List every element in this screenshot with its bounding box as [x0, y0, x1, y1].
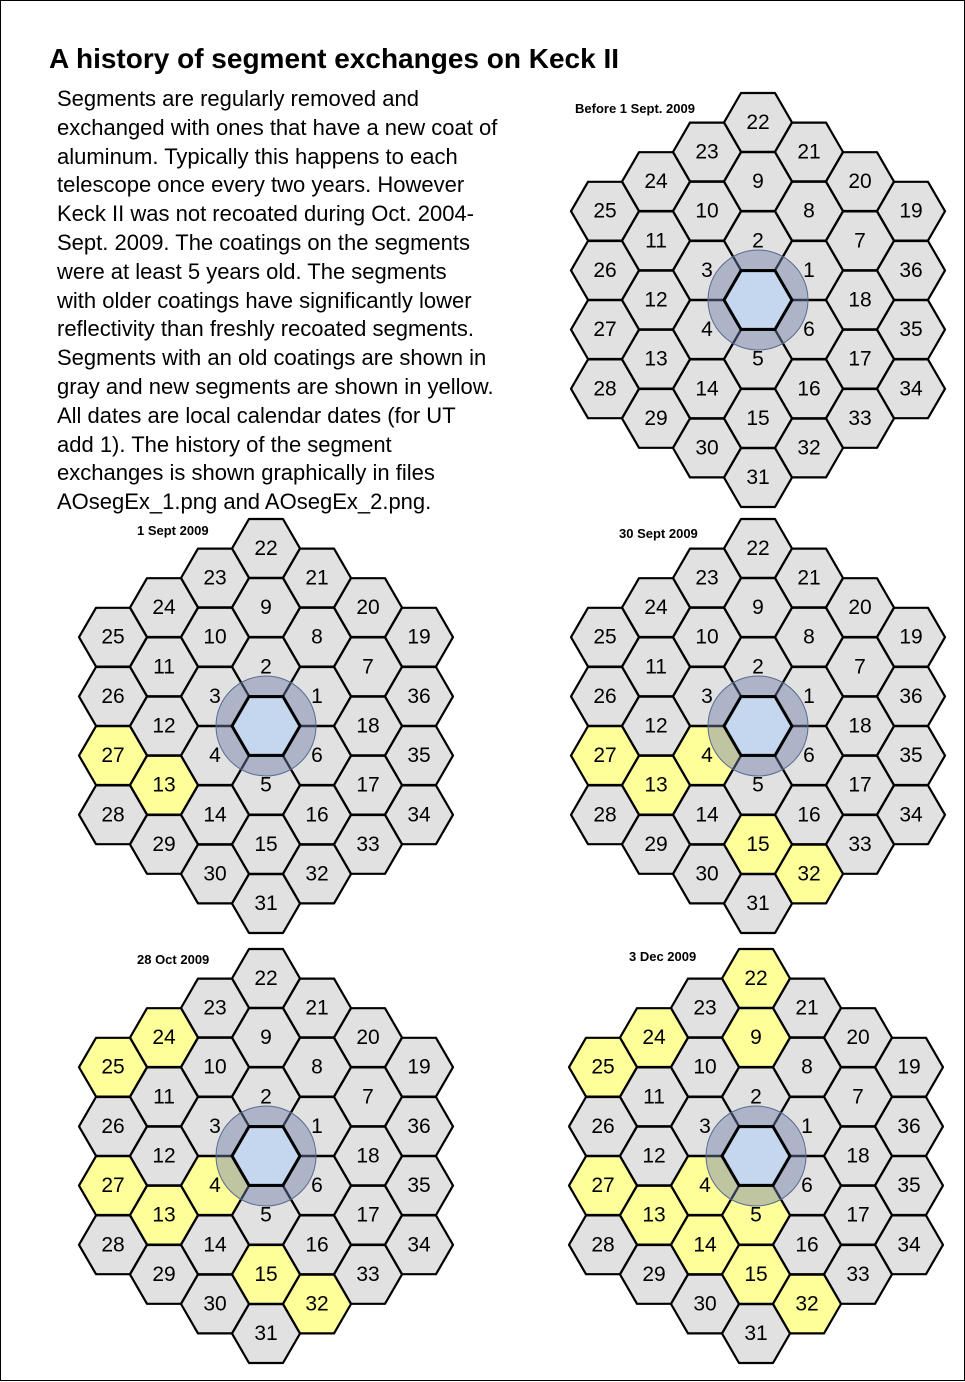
segment-number: 16	[305, 1233, 329, 1257]
segment-number: 6	[311, 744, 323, 768]
segment-number: 11	[153, 655, 175, 679]
central-hole	[722, 1127, 790, 1186]
segment-number: 30	[203, 862, 227, 886]
segment-number: 19	[407, 1055, 431, 1079]
segment-number: 16	[797, 377, 821, 401]
segment-number: 10	[695, 199, 719, 223]
segment-map	[571, 519, 945, 933]
segment-number: 19	[899, 199, 923, 223]
segment-number: 25	[101, 1055, 125, 1079]
segment-number: 13	[642, 1203, 666, 1227]
segment-number: 8	[803, 625, 815, 649]
segment-number: 18	[846, 1144, 870, 1168]
segment-number: 15	[746, 406, 770, 430]
intro-line: All dates are local calendar dates (for UT	[57, 402, 456, 428]
segment-number: 30	[203, 1292, 227, 1316]
segment-number: 17	[848, 347, 872, 371]
segment-number: 24	[644, 170, 668, 194]
segment-number: 9	[752, 170, 764, 194]
segment-number: 3	[209, 684, 221, 708]
snapshot-label: 30 Sept 2009	[619, 526, 698, 541]
segment-number: 27	[593, 744, 617, 768]
intro-line: reflectivity than freshly recoated segments.	[57, 316, 474, 342]
segment-number: 24	[152, 1026, 176, 1050]
central-hole	[232, 1127, 300, 1186]
segment-number: 22	[744, 966, 768, 990]
segment-number: 17	[846, 1203, 870, 1227]
segment-number: 21	[305, 566, 329, 590]
segment-number: 22	[746, 110, 770, 134]
segment-number: 23	[693, 996, 717, 1020]
segment-number: 25	[591, 1055, 615, 1079]
segment-number: 4	[209, 1174, 221, 1198]
segment-number: 6	[311, 1174, 323, 1198]
segment-map	[571, 93, 945, 507]
segment-number: 15	[744, 1262, 768, 1286]
segment-number: 22	[254, 966, 278, 990]
intro-line: Segments with an old coatings are shown in	[57, 345, 487, 371]
segment-number: 30	[695, 862, 719, 886]
segment-number: 7	[854, 229, 866, 253]
segment-number: 1	[803, 258, 815, 282]
segment-number: 12	[644, 714, 668, 738]
segment-number: 34	[899, 377, 923, 401]
segment-map	[569, 949, 943, 1363]
segment-number: 27	[591, 1174, 615, 1198]
segment-number: 31	[746, 892, 770, 916]
segment-number: 36	[897, 1114, 921, 1138]
segment-number: 22	[254, 536, 278, 560]
segment-number: 12	[152, 714, 176, 738]
segment-number: 34	[407, 1233, 431, 1257]
segment-number: 33	[846, 1262, 870, 1286]
segment-number: 36	[899, 258, 923, 282]
segment-number: 17	[356, 1203, 380, 1227]
intro-line: AOsegEx_1.png and AOsegEx_2.png.	[57, 489, 432, 515]
segment-number: 20	[356, 1026, 380, 1050]
segment-number: 3	[701, 258, 713, 282]
segment-number: 4	[701, 318, 713, 342]
segment-number: 30	[695, 436, 719, 460]
segment-number: 20	[848, 170, 872, 194]
segment-number: 7	[362, 655, 374, 679]
segment-number: 18	[356, 1144, 380, 1168]
segment-number: 2	[260, 1085, 272, 1109]
snapshot-label: 3 Dec 2009	[629, 949, 697, 964]
segment-number: 13	[644, 773, 668, 797]
segment-number: 6	[803, 744, 815, 768]
segment-number: 18	[848, 288, 872, 312]
segment-number: 32	[797, 436, 821, 460]
intro-line: were at least 5 years old. The segments	[57, 258, 447, 284]
segment-number: 32	[305, 1292, 329, 1316]
segment-number: 35	[407, 744, 431, 768]
segment-number: 24	[152, 596, 176, 620]
snapshot-label: 1 Sept 2009	[137, 523, 209, 538]
segment-number: 26	[593, 684, 617, 708]
intro-line: exchanged with ones that have a new coat of	[57, 114, 498, 140]
intro-line: aluminum. Typically this happens to each	[57, 143, 458, 169]
segment-number: 20	[846, 1026, 870, 1050]
segment-number: 8	[801, 1055, 813, 1079]
segment-number: 13	[152, 773, 176, 797]
segment-number: 5	[260, 1203, 272, 1227]
segment-number: 25	[101, 625, 125, 649]
segment-number: 33	[356, 832, 380, 856]
segment-number: 13	[644, 347, 668, 371]
segment-number: 31	[254, 1322, 278, 1346]
segment-number: 14	[695, 803, 719, 827]
segment-number: 11	[643, 1085, 665, 1109]
segment-number: 33	[356, 1262, 380, 1286]
segment-number: 24	[642, 1026, 666, 1050]
segment-number: 36	[899, 684, 923, 708]
segment-number: 24	[644, 596, 668, 620]
segment-number: 28	[591, 1233, 615, 1257]
segment-number: 16	[795, 1233, 819, 1257]
segment-number: 36	[407, 1114, 431, 1138]
segment-number: 2	[752, 655, 764, 679]
segment-number: 4	[699, 1174, 711, 1198]
segment-number: 5	[750, 1203, 762, 1227]
segment-number: 12	[644, 288, 668, 312]
segment-number: 36	[407, 684, 431, 708]
segment-number: 9	[750, 1026, 762, 1050]
segment-number: 10	[203, 625, 227, 649]
segment-number: 23	[695, 566, 719, 590]
segment-number: 22	[746, 536, 770, 560]
segment-number: 32	[305, 862, 329, 886]
segment-number: 2	[260, 655, 272, 679]
segment-number: 17	[848, 773, 872, 797]
segment-number: 1	[311, 684, 323, 708]
segment-number: 27	[101, 744, 125, 768]
segment-number: 5	[260, 773, 272, 797]
segment-number: 21	[305, 996, 329, 1020]
central-hole	[232, 697, 300, 756]
segment-map	[79, 949, 453, 1363]
segment-number: 25	[593, 199, 617, 223]
segment-number: 6	[801, 1174, 813, 1198]
segment-number: 14	[203, 1233, 227, 1257]
segment-number: 34	[407, 803, 431, 827]
segment-number: 29	[644, 832, 668, 856]
segment-number: 3	[699, 1114, 711, 1138]
intro-line: Keck II was not recoated during Oct. 2004-	[57, 201, 475, 227]
segment-number: 11	[153, 1085, 175, 1109]
segment-number: 26	[101, 684, 125, 708]
segment-number: 18	[356, 714, 380, 738]
central-hole	[724, 697, 792, 756]
segment-number: 14	[695, 377, 719, 401]
segment-number: 26	[593, 258, 617, 282]
snapshot-label: Before 1 Sept. 2009	[575, 101, 695, 116]
segment-number: 28	[101, 803, 125, 827]
segment-number: 14	[203, 803, 227, 827]
page-title: A history of segment exchanges on Keck II	[49, 43, 620, 74]
segment-number: 28	[593, 803, 617, 827]
segment-number: 34	[897, 1233, 921, 1257]
segment-number: 2	[752, 229, 764, 253]
segment-number: 12	[642, 1144, 666, 1168]
segment-number: 15	[746, 832, 770, 856]
segment-number: 7	[362, 1085, 374, 1109]
segment-number: 18	[848, 714, 872, 738]
segment-number: 33	[848, 406, 872, 430]
intro-line: with older coatings have significantly lower	[57, 287, 472, 313]
segment-number: 15	[254, 1262, 278, 1286]
segment-number: 16	[305, 803, 329, 827]
segment-number: 7	[852, 1085, 864, 1109]
segment-number: 29	[152, 832, 176, 856]
segment-number: 9	[752, 596, 764, 620]
segment-number: 28	[593, 377, 617, 401]
segment-number: 15	[254, 832, 278, 856]
segment-number: 3	[701, 684, 713, 708]
intro-line: telescope once every two years. However	[57, 172, 465, 198]
central-hole	[724, 271, 792, 330]
segment-number: 32	[795, 1292, 819, 1316]
intro-line: add 1). The history of the segment	[57, 431, 392, 457]
intro-line: Sept. 2009. The coatings on the segments	[57, 229, 470, 255]
segment-number: 31	[254, 892, 278, 916]
segment-number: 23	[203, 996, 227, 1020]
segment-number: 8	[311, 625, 323, 649]
segment-number: 9	[260, 596, 272, 620]
segment-number: 35	[899, 744, 923, 768]
segment-number: 11	[645, 229, 667, 253]
segment-number: 5	[752, 347, 764, 371]
segment-number: 26	[101, 1114, 125, 1138]
segment-number: 14	[693, 1233, 717, 1257]
segment-number: 30	[693, 1292, 717, 1316]
segment-map	[79, 519, 453, 933]
segment-number: 32	[797, 862, 821, 886]
segment-number: 23	[203, 566, 227, 590]
segment-number: 35	[899, 318, 923, 342]
segment-number: 4	[701, 744, 713, 768]
segment-number: 10	[693, 1055, 717, 1079]
segment-number: 7	[854, 655, 866, 679]
segment-number: 20	[356, 596, 380, 620]
segment-number: 1	[803, 684, 815, 708]
segment-maps	[1, 1, 965, 1382]
segment-number: 35	[897, 1174, 921, 1198]
segment-number: 17	[356, 773, 380, 797]
segment-number: 23	[695, 140, 719, 164]
segment-number: 21	[795, 996, 819, 1020]
segment-number: 10	[695, 625, 719, 649]
snapshot-label: 28 Oct 2009	[137, 952, 210, 967]
segment-number: 2	[750, 1085, 762, 1109]
segment-number: 5	[752, 773, 764, 797]
segment-number: 4	[209, 744, 221, 768]
segment-number: 19	[407, 625, 431, 649]
segment-number: 6	[803, 318, 815, 342]
segment-number: 16	[797, 803, 821, 827]
segment-number: 33	[848, 832, 872, 856]
segment-number: 26	[591, 1114, 615, 1138]
segment-number: 1	[311, 1114, 323, 1138]
segment-number: 29	[644, 406, 668, 430]
segment-number: 20	[848, 596, 872, 620]
segment-number: 34	[899, 803, 923, 827]
segment-number: 10	[203, 1055, 227, 1079]
segment-number: 9	[260, 1026, 272, 1050]
segment-number: 29	[152, 1262, 176, 1286]
segment-number: 28	[101, 1233, 125, 1257]
segment-number: 19	[899, 625, 923, 649]
segment-number: 35	[407, 1174, 431, 1198]
segment-number: 31	[746, 466, 770, 490]
segment-number: 31	[744, 1322, 768, 1346]
segment-number: 12	[152, 1144, 176, 1168]
segment-number: 29	[642, 1262, 666, 1286]
segment-number: 8	[803, 199, 815, 223]
intro-line: Segments are regularly removed and	[57, 86, 419, 111]
intro-line: gray and new segments are shown in yellow.	[57, 373, 494, 399]
segment-number: 21	[797, 566, 821, 590]
segment-number: 3	[209, 1114, 221, 1138]
segment-number: 11	[645, 655, 667, 679]
segment-number: 27	[101, 1174, 125, 1198]
segment-number: 1	[801, 1114, 813, 1138]
intro-line: exchanges is shown graphically in files	[57, 460, 435, 486]
segment-number: 27	[593, 318, 617, 342]
segment-number: 8	[311, 1055, 323, 1079]
segment-number: 21	[797, 140, 821, 164]
segment-number: 19	[897, 1055, 921, 1079]
segment-number: 25	[593, 625, 617, 649]
segment-number: 13	[152, 1203, 176, 1227]
